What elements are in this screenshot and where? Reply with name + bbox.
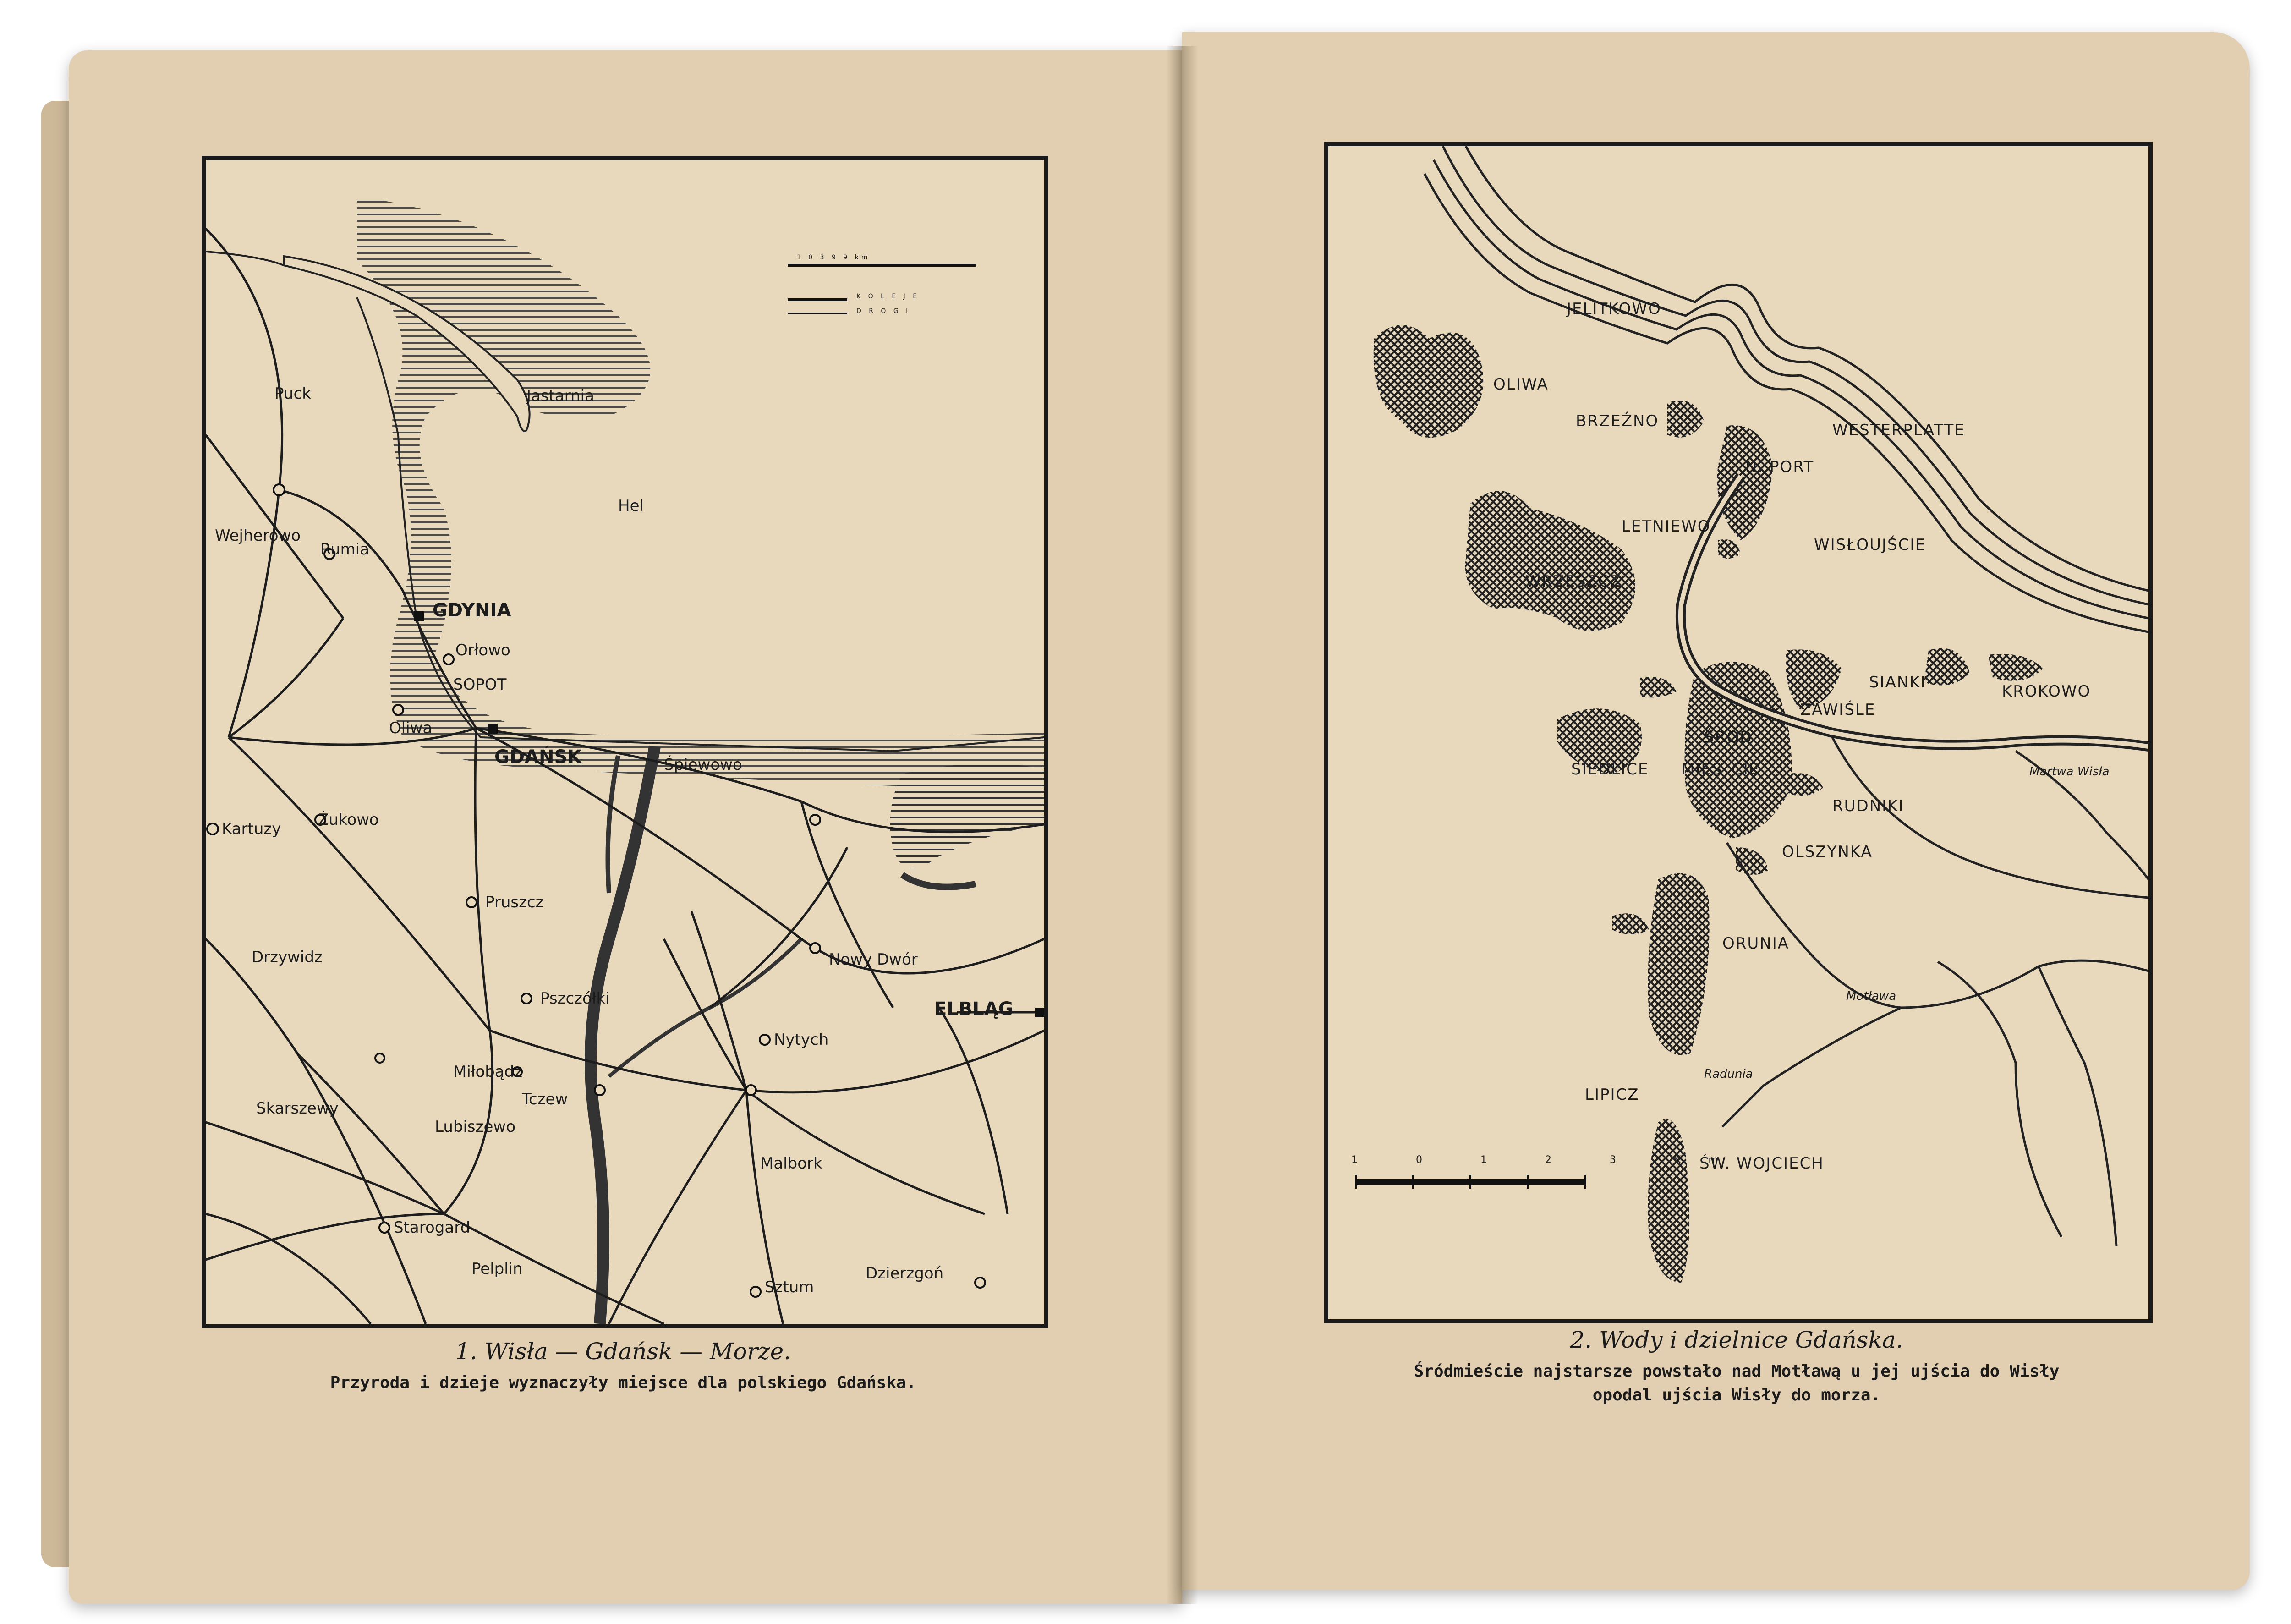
city-gdynia: GDYNIA — [433, 600, 511, 621]
left-caption-title: 1. Wisła — Gdańsk — Morze. — [455, 1338, 791, 1365]
town-puck: Puck — [274, 384, 311, 403]
town-nowy-dwor: Nowy Dwór — [829, 950, 918, 969]
district-label-zawisle: ZAWIŚLE — [1800, 701, 1876, 719]
right-scale-label: 1 0 1 2 3 Km — [1351, 1154, 1746, 1166]
map-waters-and-districts — [1324, 142, 2153, 1323]
town-pszczolki: Pszczółki — [540, 989, 610, 1008]
district-orunia-west — [1612, 913, 1649, 934]
district-letniewo — [1718, 539, 1741, 559]
town-spiewowo: Śpiewowo — [664, 756, 742, 774]
left-map-caption — [206, 1338, 1040, 1395]
town-oliwa: Oliwa — [389, 719, 433, 737]
district-label-srodmiescie-2: MIEŚ — [1681, 760, 1723, 779]
district-areas — [1374, 325, 2043, 1283]
district-brzezno — [1667, 401, 1704, 438]
city-gdansk: GDAŃSK — [494, 746, 582, 768]
district-label-nowy-port: N. PORT — [1745, 458, 1814, 476]
district-label-jelitkowo: JELITKOWO — [1567, 300, 1661, 318]
district-srodmiescie — [1685, 662, 1792, 838]
city-elblag: ELBLĄG — [934, 999, 1014, 1020]
nogat-river — [609, 939, 801, 1076]
town-kartuzy: Kartuzy — [222, 820, 281, 838]
legend-road-label: D R O G I — [856, 307, 911, 315]
district-label-srodmiescie-1: ŚROD — [1704, 728, 1753, 746]
legend-rail-label: K O L E J E — [856, 293, 920, 300]
vistula-lagoon — [890, 763, 1044, 868]
district-label-sianki: SIANKI — [1869, 673, 1926, 691]
left-caption-description: Przyroda i dzieje wyznaczyły miejsce dla polskiego Gdańska. — [330, 1373, 916, 1392]
regional-map-drawing — [206, 160, 1044, 1324]
scale-label: 1 0 3 9 9 km — [797, 254, 871, 261]
district-label-wrzeszcz: WRZESZCZ — [1525, 572, 1622, 591]
right-map-caption — [1320, 1327, 2154, 1407]
district-orunia — [1648, 873, 1710, 1055]
town-dzierzgon: Dzierzgoń — [866, 1264, 944, 1283]
town-malbork: Malbork — [760, 1154, 822, 1173]
book-spine — [1166, 46, 1198, 1604]
district-lipicz — [1648, 1119, 1690, 1283]
vistula-river — [591, 746, 655, 1324]
town-orlowo: Orłowo — [455, 641, 510, 659]
district-rudniki — [1787, 773, 1823, 796]
river-label-martwa-wisla: Martwa Wisła — [2029, 765, 2110, 779]
town-pruszcz: Pruszcz — [485, 893, 544, 911]
district-krokowo — [1988, 654, 2043, 681]
town-tczew: Tczew — [522, 1090, 568, 1108]
town-mikobadz: Miłobądz — [453, 1063, 523, 1081]
district-label-srodmiescie-3: CIE — [1732, 760, 1760, 779]
district-label-siedlice: SIEDLICE — [1571, 760, 1649, 779]
district-nowy-port — [1717, 425, 1773, 540]
town-sopot: SOPOT — [453, 675, 507, 694]
district-label-letniewo: LETNIEWO — [1622, 517, 1711, 536]
vistula-branch-nogat — [608, 756, 619, 893]
district-label-rudniki: RUDNIKI — [1832, 797, 1904, 815]
district-label-orunia: ORUNIA — [1722, 934, 1789, 953]
town-jastarnia: Jastarnia — [526, 387, 594, 405]
district-oliwa — [1374, 325, 1483, 438]
district-label-westerplatte: WESTERPLATTE — [1832, 421, 1965, 439]
district-label-oliwa: OLIWA — [1493, 375, 1549, 394]
right-caption-title: 2. Wody i dzielnice Gdańska. — [1570, 1327, 1903, 1353]
district-olszynka — [1736, 847, 1768, 875]
town-starogard: Starogard — [394, 1218, 471, 1237]
town-wejherowo: Wejherowo — [215, 527, 301, 545]
district-label-sw-wojciech: ŚW. WOJCIECH — [1699, 1154, 1824, 1173]
district-label-krokowo: KROKOWO — [2002, 682, 2091, 701]
town-hel: Hel — [618, 497, 644, 515]
district-label-brzezno: BRZEŹNO — [1576, 412, 1659, 430]
town-drzywidz: Drzywidz — [252, 948, 323, 966]
town-lubiszewo: Lubiszewo — [435, 1118, 516, 1136]
town-sztum: Sztum — [765, 1278, 814, 1296]
town-nytych: Nytych — [774, 1031, 829, 1049]
lagoon-shore — [902, 875, 976, 887]
right-scale-bar — [1356, 1175, 1585, 1189]
sea-area — [206, 160, 1044, 737]
town-pelplin: Pelplin — [471, 1260, 523, 1278]
town-skarszewy: Skarszewy — [256, 1099, 339, 1118]
river-label-radunia: Radunia — [1704, 1067, 1753, 1081]
map-vistula-gdansk-sea — [202, 156, 1048, 1328]
town-rumia: Rumia — [320, 540, 370, 559]
district-wrzeszcz — [1465, 491, 1635, 631]
district-label-olszynka: OLSZYNKA — [1782, 843, 1873, 861]
district-wrzeszcz-east — [1640, 677, 1677, 697]
district-label-lipicz: LIPICZ — [1585, 1086, 1639, 1104]
town-zukowo: Żukowo — [318, 811, 379, 829]
district-sianki — [1924, 648, 1970, 686]
right-caption-description-line2: opodal ujścia Wisły do morza. — [1592, 1386, 1881, 1405]
district-label-wisloujscie: WISŁOUJŚCIE — [1814, 536, 1926, 554]
right-caption-description-line1: Śródmieście najstarsze powstało nad Motławą u jej ujścia do Wisły — [1414, 1362, 2060, 1381]
river-label-motlawa: Motława — [1846, 989, 1896, 1003]
